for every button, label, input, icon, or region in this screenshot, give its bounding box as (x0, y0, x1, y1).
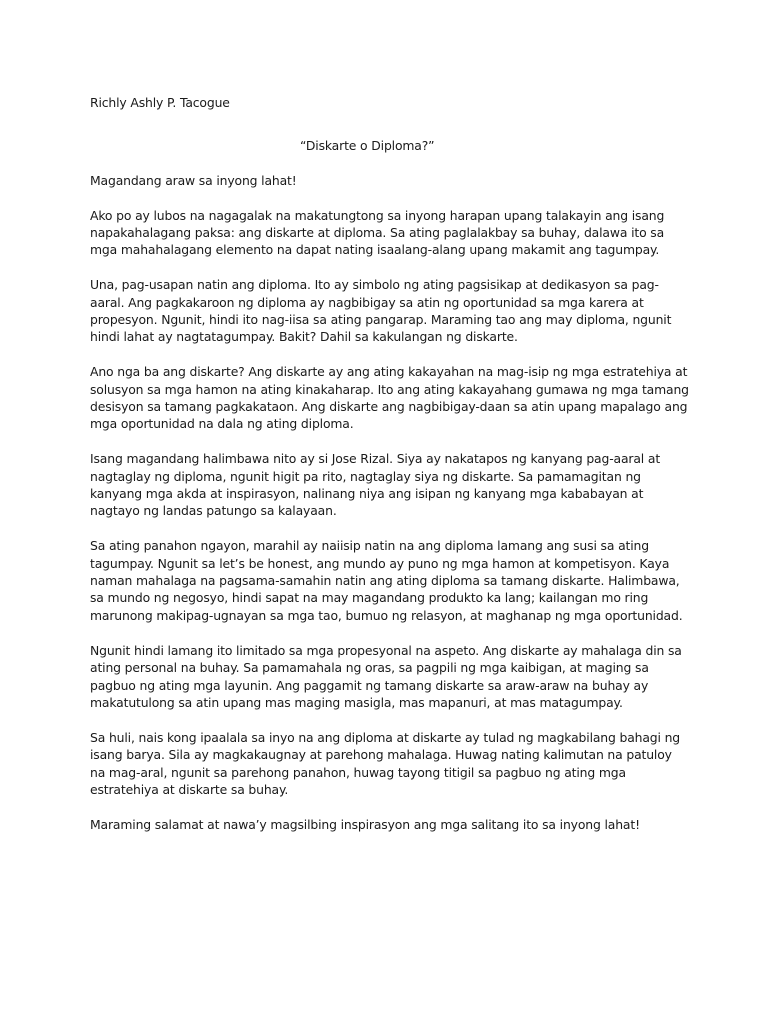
paragraph-personal-life: Ngunit hindi lamang ito limitado sa mga propesyonal na aspeto. Ang diskarte ay mahalaga din sa ating personal na buhay. Sa pamamahala ng oras, sa pagpili ng mga kaibigan, at maging sa pagbuo ng ating mga layunin. Ang paggamit ng tamang diskarte sa araw-araw na buhay ay makatutulong sa atin upang mas maging masigla, mas mapanuri, at mas matagumpay. (90, 642, 682, 710)
paragraph-greeting: Magandang araw sa inyong lahat! (90, 172, 297, 188)
paragraph-rizal-example: Isang magandang halimbawa nito ay si Jose Rizal. Siya ay nakatapos ng kanyang pag-aaral at nagtaglay ng diploma, ngunit higit pa rito, nagtaglay siya ng diskarte. Sa pamamagitan ng kanyang mga akda at inspirasyon, nalinang niya ang isipan ng kanyang mga kababayan at nagtayo ng landas patungo sa kalayaan. (90, 451, 661, 519)
author-name: Richly Ashly P. Tacogue (90, 95, 230, 110)
paragraph-introduction: Ako po ay lubos na nagagalak na makatungtong sa inyong harapan upang talakayin ang isang napakahalagang paksa: ang diskarte at diploma. Sa ating paglalakbay sa buhay, dalawa ito sa mga mahahalagang elemento na dapat nating isaalang-alang upang makamit ang tagumpay. (90, 207, 665, 258)
paragraph-conclusion: Sa huli, nais kong ipaalala sa inyo na ang diploma at diskarte ay tulad ng magkabilang bahagi ng isang barya. Sila ay magkakaugnay at parehong mahalaga. Huwag nating kalimutan na patuloy na mag-aral, ngunit sa parehong panahon, huwag tayong titigil sa pagbuo ng ating mga estratehiya at diskarte sa buhay. (90, 729, 681, 797)
paragraph-diploma: Una, pag-usapan natin ang diploma. Ito ay simbolo ng ating pagsisikap at dedikasyon sa pag-aaral. Ang pagkakaroon ng diploma ay nagbibigay sa atin ng oportunidad sa mga karera at propesyon. Ngunit, hindi ito nag-iisa sa ating pangarap. Maraming tao ang may diploma, ngunit hindi lahat ay nagtatagumpay. Bakit? Dahil sa kakulangan ng diskarte. (90, 277, 672, 345)
paragraph-present-day: Sa ating panahon ngayon, marahil ay naiisip natin na ang diploma lamang ang susi sa ating tagumpay. Ngunit sa let’s be honest, ang mundo ay puno ng mga hamon at kompetisyon. Kaya naman mahalaga na pagsama-samahin natin ang ating diploma sa tamang diskarte. Halimbawa, sa mundo ng negosyo, hindi sapat na may magandang produkto ka lang; kailangan mo ring marunong makipag-ugnayan sa mga tao, bumuo ng relasyon, at maghanap ng mga oportunidad. (90, 538, 683, 623)
paragraph-closing: Maraming salamat at nawa’y magsilbing inspirasyon ang mga salitang ito sa inyong lahat! (90, 816, 640, 832)
paragraph-diskarte: Ano nga ba ang diskarte? Ang diskarte ay ang ating kakayahan na mag-isip ng mga estratehiya at solusyon sa mga hamon na ating kinakaharap. Ito ang ating kakayahang gumawa ng mga tamang desisyon sa tamang pagkakataon. Ang diskarte ang nagbibigay-daan sa atin upang mapalago ang mga oportunidad na dala ng ating diploma. (90, 364, 689, 432)
speech-title: “Diskarte o Diploma?” (300, 138, 435, 154)
document-body (90, 94, 690, 851)
